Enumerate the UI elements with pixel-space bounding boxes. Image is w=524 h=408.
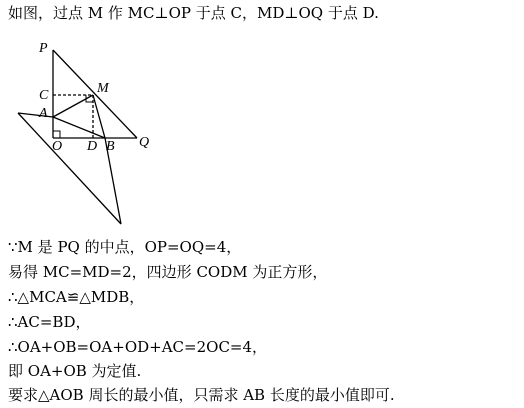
line-through-a — [18, 113, 53, 117]
segment-ab — [53, 117, 105, 138]
solution-line-7: 要求△AOB 周长的最小值，只需求 AB 长度的最小值即可. — [8, 386, 395, 404]
line-a-to-lower — [18, 113, 121, 224]
solution-line-4: ∴AC=BD， — [8, 313, 91, 331]
label-m: M — [97, 81, 109, 96]
solution-line-2: 易得 MC=MD=2，四边形 CODM 为正方形， — [8, 263, 328, 281]
solution-line-5: ∴OA+OB=OA+OD+AC=2OC=4， — [8, 338, 268, 356]
label-b: B — [106, 139, 115, 154]
label-d: D — [87, 139, 98, 154]
segment-mb — [93, 95, 105, 138]
solution-line-3: ∴△MCA≌△MDB， — [8, 288, 145, 306]
label-c: C — [39, 88, 49, 103]
intro-text: 如图，过点 M 作 MC⊥OP 于点 C，MD⊥OQ 于点 D. — [8, 4, 379, 22]
label-p: P — [39, 41, 48, 56]
solution-line-6: 即 OA+OB 为定值. — [8, 362, 142, 380]
right-angle-o — [53, 131, 60, 138]
segment-ma — [53, 95, 93, 117]
solution-line-1: ∵M 是 PQ 的中点，OP=OQ=4， — [8, 238, 242, 256]
label-q: Q — [139, 135, 150, 150]
label-a: A — [39, 106, 48, 121]
segment-pq — [53, 50, 137, 138]
label-o: O — [52, 139, 63, 154]
